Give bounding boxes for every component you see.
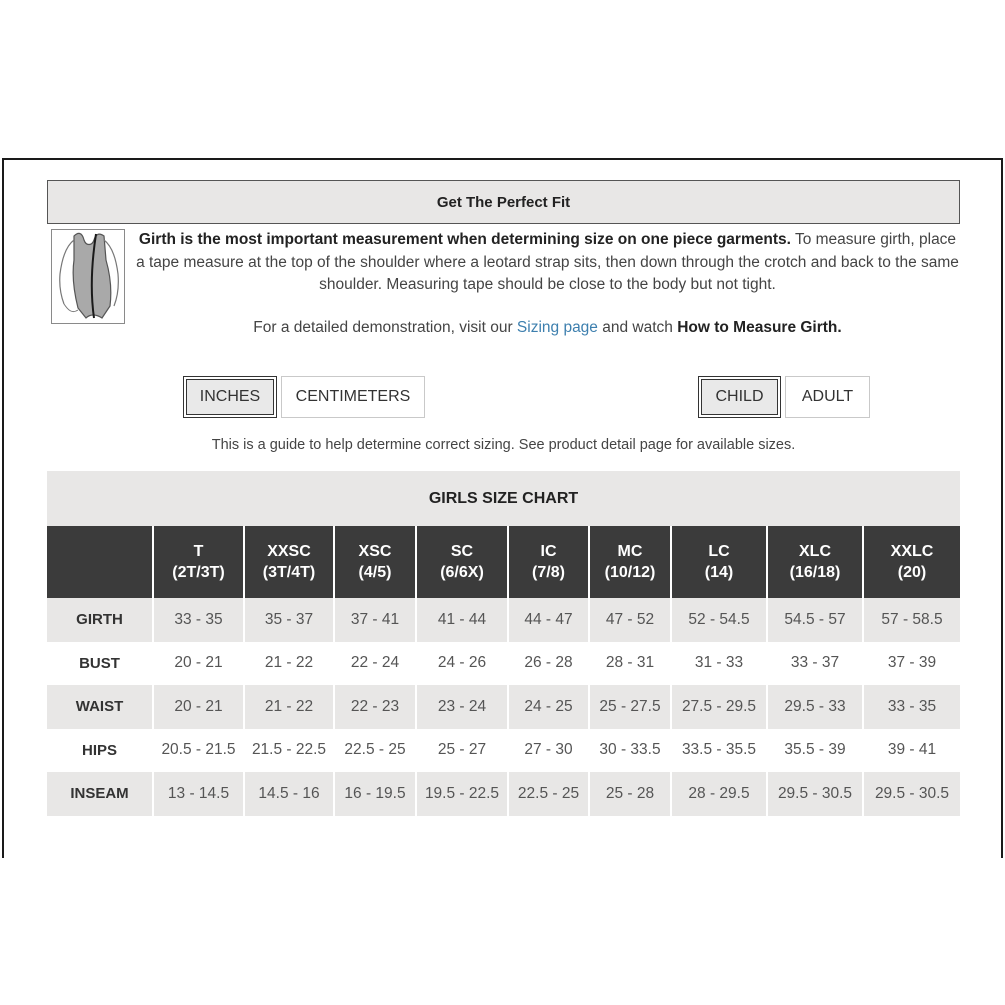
table-cell: 30 - 33.5 xyxy=(589,729,671,773)
table-row xyxy=(47,598,960,642)
table-cell: 29.5 - 33 xyxy=(767,685,863,729)
row-label: HIPS xyxy=(47,729,153,773)
table-cell: 37 - 39 xyxy=(863,642,960,686)
table-cell: 27 - 30 xyxy=(508,729,589,773)
table-cell: 13 - 14.5 xyxy=(153,772,244,816)
girth-intro-bold: Girth is the most important measurement when determining size on one piece garments. xyxy=(138,231,791,248)
centimeters-toggle[interactable] xyxy=(281,376,425,418)
demo-text-before: For a detailed demonstration, visit our xyxy=(253,319,517,336)
table-cell: 57 - 58.5 xyxy=(863,598,960,642)
demo-text-middle: and watch xyxy=(597,319,678,336)
adult-toggle-label: ADULT xyxy=(801,388,854,405)
table-cell: 33.5 - 35.5 xyxy=(671,729,767,773)
table-cell: 22.5 - 25 xyxy=(334,729,416,773)
centimeters-toggle-label: CENTIMETERS xyxy=(295,388,411,405)
leotard-girth-measure-icon xyxy=(51,229,125,324)
size-chart-table xyxy=(47,526,960,816)
table-row xyxy=(47,772,960,816)
table-cell: 54.5 - 57 xyxy=(767,598,863,642)
table-cell: 29.5 - 30.5 xyxy=(767,772,863,816)
table-cell: 20 - 21 xyxy=(153,685,244,729)
table-cell: 27.5 - 29.5 xyxy=(671,685,767,729)
table-cell: 20 - 21 xyxy=(153,642,244,686)
girth-intro-text xyxy=(135,229,960,297)
row-label: INSEAM xyxy=(47,772,153,816)
table-cell: 35.5 - 39 xyxy=(767,729,863,773)
table-cell: 24 - 26 xyxy=(416,642,508,686)
sizing-guide-note: This is a guide to help determine correct sizing. See product detail page for available sizes. xyxy=(211,437,796,453)
table-cell: 47 - 52 xyxy=(589,598,671,642)
table-cell: 25 - 27.5 xyxy=(589,685,671,729)
table-cell: 29.5 - 30.5 xyxy=(863,772,960,816)
table-cell: 33 - 37 xyxy=(767,642,863,686)
table-row xyxy=(47,685,960,729)
size-header-cell: XLC (16/18) xyxy=(767,526,863,598)
fit-header-title: Get The Perfect Fit xyxy=(436,193,571,211)
table-cell: 22 - 24 xyxy=(334,642,416,686)
how-to-measure-girth-text: How to Measure Girth. xyxy=(677,319,842,336)
size-header-cell: LC (14) xyxy=(671,526,767,598)
table-cell: 39 - 41 xyxy=(863,729,960,773)
table-cell: 23 - 24 xyxy=(416,685,508,729)
size-header-cell: SC (6/6X) xyxy=(416,526,508,598)
table-cell: 22 - 23 xyxy=(334,685,416,729)
table-cell: 33 - 35 xyxy=(863,685,960,729)
table-cell: 25 - 28 xyxy=(589,772,671,816)
inches-toggle-label: INCHES xyxy=(199,388,261,405)
size-header-cell: XSC (4/5) xyxy=(334,526,416,598)
table-cell: 26 - 28 xyxy=(508,642,589,686)
table-cell: 28 - 31 xyxy=(589,642,671,686)
adult-toggle[interactable] xyxy=(785,376,870,418)
table-cell: 44 - 47 xyxy=(508,598,589,642)
table-cell: 24 - 25 xyxy=(508,685,589,729)
sizing-page-link[interactable]: Sizing page xyxy=(516,319,598,336)
table-cell: 25 - 27 xyxy=(416,729,508,773)
table-row xyxy=(47,729,960,773)
table-cell: 19.5 - 22.5 xyxy=(416,772,508,816)
size-chart-title-text: GIRLS SIZE CHART xyxy=(428,489,579,507)
size-header-cell: MC (10/12) xyxy=(589,526,671,598)
demo-text xyxy=(135,317,960,339)
size-header-cell: T (2T/3T) xyxy=(153,526,244,598)
table-cell: 21 - 22 xyxy=(244,642,334,686)
row-label: BUST xyxy=(47,642,153,686)
table-cell: 16 - 19.5 xyxy=(334,772,416,816)
row-label: GIRTH xyxy=(47,598,153,642)
child-toggle[interactable] xyxy=(698,376,781,418)
table-cell: 22.5 - 25 xyxy=(508,772,589,816)
size-header-empty xyxy=(47,526,153,598)
size-header-cell: XXLC (20) xyxy=(863,526,960,598)
table-cell: 20.5 - 21.5 xyxy=(153,729,244,773)
table-cell: 21 - 22 xyxy=(244,685,334,729)
table-cell: 33 - 35 xyxy=(153,598,244,642)
table-cell: 37 - 41 xyxy=(334,598,416,642)
table-cell: 14.5 - 16 xyxy=(244,772,334,816)
size-header-cell: XXSC (3T/4T) xyxy=(244,526,334,598)
table-row xyxy=(47,642,960,686)
size-header-cell: IC (7/8) xyxy=(508,526,589,598)
inches-toggle[interactable] xyxy=(183,376,277,418)
table-cell: 35 - 37 xyxy=(244,598,334,642)
girth-intro-rest: To measure girth, place a tape measure at the top of the shoulder where a leotard strap sits, then down through the crotch and back to the same shoulder. Measuring tape should be close to the body but not tight. xyxy=(136,231,959,293)
fit-header xyxy=(47,180,960,224)
child-toggle-label: CHILD xyxy=(715,388,764,405)
size-chart-title xyxy=(47,471,960,526)
table-cell: 28 - 29.5 xyxy=(671,772,767,816)
table-cell: 41 - 44 xyxy=(416,598,508,642)
table-cell: 31 - 33 xyxy=(671,642,767,686)
table-cell: 21.5 - 22.5 xyxy=(244,729,334,773)
row-label: WAIST xyxy=(47,685,153,729)
size-header-row xyxy=(47,526,960,598)
table-cell: 52 - 54.5 xyxy=(671,598,767,642)
